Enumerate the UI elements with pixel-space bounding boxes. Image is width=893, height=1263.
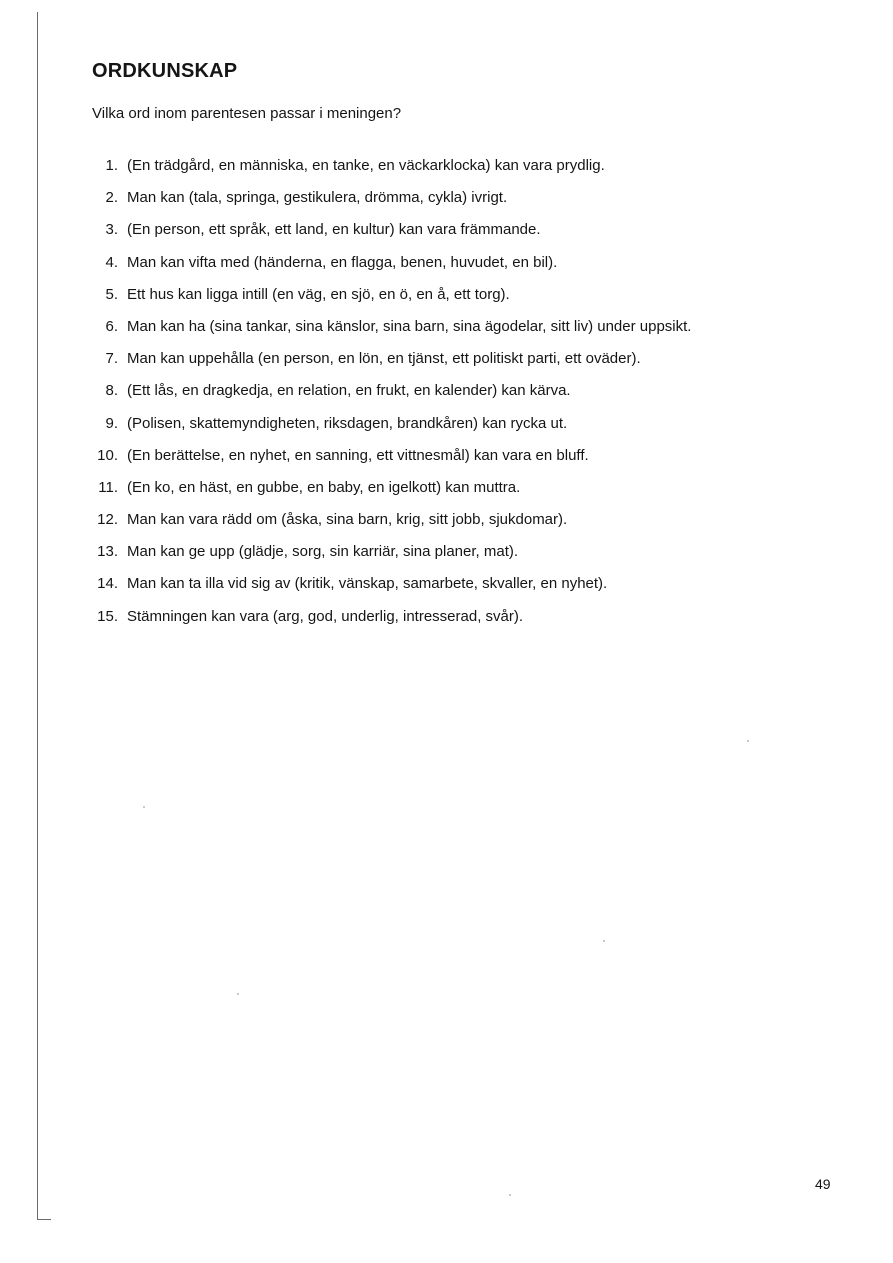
item-number: 9. bbox=[105, 414, 118, 432]
item-number: 6. bbox=[105, 317, 118, 335]
item-text: (En trädgård, en människa, en tanke, en väckarklocka) kan vara prydlig. bbox=[127, 157, 605, 174]
exercise-list bbox=[0, 156, 893, 639]
item-number: 12. bbox=[97, 511, 118, 529]
item-number: 4. bbox=[105, 253, 118, 271]
binding-edge-foot bbox=[37, 1219, 51, 1220]
item-text: Man kan ta illa vid sig av (kritik, vänskap, samarbete, skvaller, en nyhet). bbox=[127, 575, 608, 593]
item-text: Stämningen kan vara (arg, god, underlig, intresserad, svår). bbox=[127, 607, 524, 625]
item-text: Man kan (tala, springa, gestikulera, drömma, cykla) ivrigt. bbox=[127, 189, 508, 207]
list-item bbox=[0, 317, 893, 349]
list-item bbox=[0, 574, 893, 606]
item-text: (En ko, en häst, en gubbe, en baby, en igelkott) kan muttra. bbox=[127, 478, 521, 496]
list-item bbox=[0, 478, 893, 510]
item-text: (Polisen, skattemyndigheten, riksdagen, brandkåren) kan rycka ut. bbox=[127, 414, 568, 432]
list-item bbox=[0, 446, 893, 478]
item-number: 11. bbox=[98, 478, 118, 496]
list-item bbox=[0, 188, 893, 220]
item-text: Man kan ha (sina tankar, sina känslor, sina barn, sina ägodelar, sitt liv) under uppsikt. bbox=[127, 317, 692, 335]
instruction-text: Vilka ord inom parentesen passar i meningen? bbox=[92, 105, 402, 122]
page-title: ORDKUNSKAP bbox=[92, 60, 238, 82]
scan-speck bbox=[237, 993, 239, 995]
item-number: 5. bbox=[105, 285, 118, 303]
item-number: 3. bbox=[105, 221, 118, 239]
list-item bbox=[0, 510, 893, 542]
item-text: Man kan vifta med (händerna, en flagga, benen, huvudet, en bil). bbox=[127, 253, 558, 271]
list-item bbox=[0, 285, 893, 317]
item-text: (En berättelse, en nyhet, en sanning, ett vittnesmål) kan vara en bluff. bbox=[127, 446, 589, 464]
list-item bbox=[0, 253, 893, 285]
item-number: 7. bbox=[105, 350, 118, 368]
item-text: Man kan vara rädd om (åska, sina barn, krig, sitt jobb, sjukdomar). bbox=[127, 511, 568, 529]
item-text: Man kan ge upp (glädje, sorg, sin karriär, sina planer, mat). bbox=[127, 543, 519, 561]
item-text: (En person, ett språk, ett land, en kultur) kan vara främmande. bbox=[127, 221, 541, 239]
list-item bbox=[0, 414, 893, 446]
item-text: Man kan uppehålla (en person, en lön, en tjänst, ett politiskt parti, ett oväder). bbox=[127, 350, 641, 368]
list-item bbox=[0, 381, 893, 413]
item-number: 15. bbox=[97, 607, 118, 625]
list-item bbox=[0, 607, 893, 639]
item-number: 8. bbox=[105, 382, 118, 400]
scan-speck bbox=[747, 740, 749, 742]
scan-speck bbox=[143, 806, 145, 808]
list-item bbox=[0, 220, 893, 252]
list-item bbox=[0, 542, 893, 574]
page-number: 49 bbox=[815, 1176, 831, 1192]
list-item bbox=[0, 349, 893, 381]
item-text: Ett hus kan ligga intill (en väg, en sjö, en ö, en å, ett torg). bbox=[127, 285, 510, 303]
list-item bbox=[0, 156, 893, 188]
item-number: 2. bbox=[105, 189, 118, 207]
scan-speck bbox=[603, 940, 605, 942]
item-number: 13. bbox=[97, 543, 118, 561]
item-number: 10. bbox=[97, 446, 118, 464]
item-text: (Ett lås, en dragkedja, en relation, en frukt, en kalender) kan kärva. bbox=[127, 382, 571, 400]
item-number: 1. bbox=[105, 157, 118, 174]
scan-speck bbox=[509, 1194, 511, 1196]
item-number: 14. bbox=[97, 575, 118, 593]
